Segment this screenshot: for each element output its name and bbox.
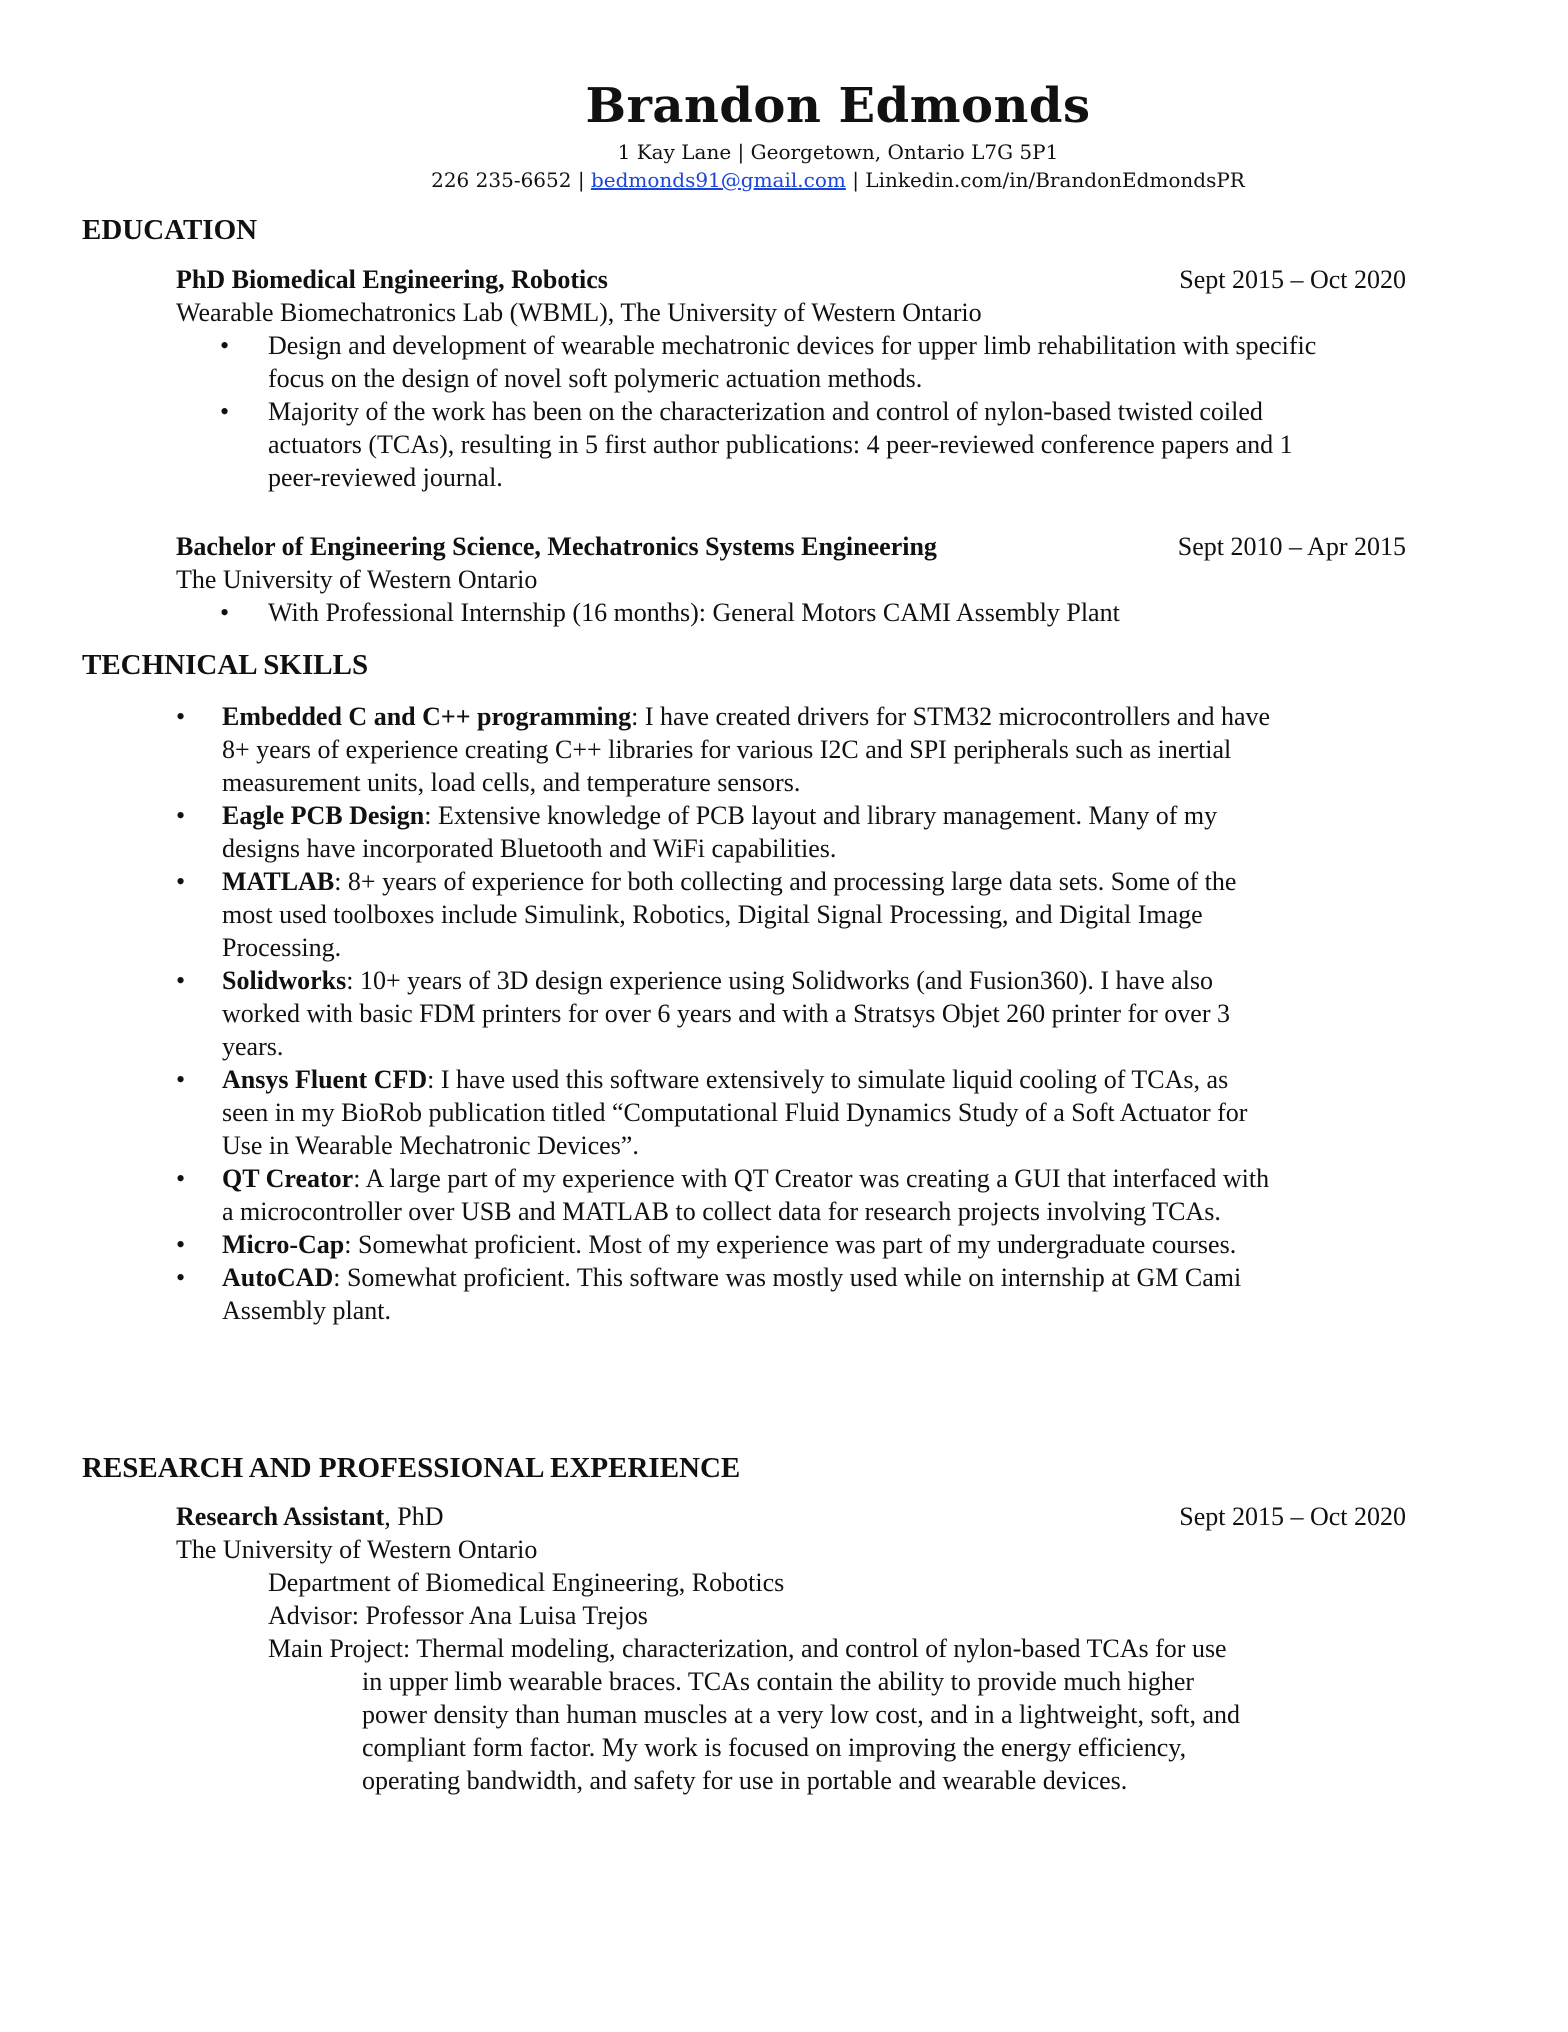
degree-date: Sept 2015 – Oct 2020: [1179, 265, 1406, 294]
degree-title: Bachelor of Engineering Science, Mechatronics Systems Engineering: [176, 532, 937, 561]
resume-header: [0, 74, 1568, 194]
skill-label: Micro-Cap: [222, 1230, 345, 1259]
skill-item: • Embedded C and C++ programming: I have created drivers for STM32 microcontrollers and have 8+ years of experience creating C++ libraries for various I2C and SPI peripherals such as inertial measurement units, load cells, and temperature sensors.: [222, 700, 1272, 799]
employer: The University of Western Ontario: [176, 1535, 538, 1564]
linkedin-url: Linkedin.com/in/BrandonEdmondsPR: [865, 168, 1245, 192]
skill-item: • Solidworks: 10+ years of 3D design experience using Solidworks (and Fusion360). I have also worked with basic FDM printers for over 6 years and with a Stratsys Objet 260 printer for over 3 years.: [222, 964, 1272, 1063]
skill-label: Embedded C and C++ programming: [222, 702, 632, 731]
skill-label: QT Creator: [222, 1164, 354, 1193]
institution: The University of Western Ontario: [176, 565, 538, 594]
job-date: Sept 2015 – Oct 2020: [1179, 1502, 1406, 1531]
skill-label: Eagle PCB Design: [222, 801, 425, 830]
address-line: 1 Kay Lane | Georgetown, Ontario L7G 5P1: [617, 140, 1059, 164]
skill-item: • QT Creator: A large part of my experience with QT Creator was creating a GUI that interfaced with a microcontroller over USB and MATLAB to collect data for research projects involving TCAs.: [222, 1162, 1272, 1228]
phone-number: 226 235-6652: [431, 168, 572, 192]
skill-label: AutoCAD: [222, 1263, 334, 1292]
skill-item: • Ansys Fluent CFD: I have used this software extensively to simulate liquid cooling of TCAs, as seen in my BioRob publication titled “Computational Fluid Dynamics Study of a Soft Actuator for Use in Wearable Mechatronic Devices”.: [222, 1063, 1272, 1162]
degree-date: Sept 2010 – Apr 2015: [1177, 532, 1406, 561]
institution: Wearable Biomechatronics Lab (WBML), The University of Western Ontario: [176, 298, 982, 327]
skill-item: • AutoCAD: Somewhat proficient. This software was mostly used while on internship at GM Cami Assembly plant.: [222, 1261, 1272, 1327]
contact-line: 226 235-6652 | bedmonds91@gmail.com | Linkedin.com/in/BrandonEdmondsPR: [431, 168, 1245, 192]
skill-item: • Micro-Cap: Somewhat proficient. Most of my experience was part of my undergraduate courses.: [222, 1228, 1272, 1261]
skill-label: Solidworks: [222, 966, 347, 995]
candidate-name: Brandon Edmonds: [585, 78, 1091, 134]
list-item: • Majority of the work has been on the characterization and control of nylon-based twisted coiled actuators (TCAs), resulting in 5 first author publications: 4 peer-reviewed conference papers and 1 peer-reviewed journal.: [176, 395, 1348, 494]
skills-list: [222, 700, 1272, 1327]
job-title: Research Assistant: [176, 1502, 385, 1531]
skill-item: • Eagle PCB Design: Extensive knowledge of PCB layout and library management. Many of my designs have incorporated Bluetooth and WiFi capabilities.: [222, 799, 1272, 865]
degree-title: PhD Biomedical Engineering, Robotics: [176, 265, 608, 294]
advisor: Advisor: Professor Ana Luisa Trejos: [268, 1601, 648, 1630]
education-entry-bachelor: [176, 530, 1406, 629]
list-item: • Design and development of wearable mechatronic devices for upper limb rehabilitation with specific focus on the design of novel soft polymeric actuation methods.: [176, 329, 1348, 395]
skill-label: MATLAB: [222, 867, 335, 896]
skill-label: Ansys Fluent CFD: [222, 1065, 428, 1094]
email-link[interactable]: bedmonds91@gmail.com: [590, 168, 846, 192]
skills-heading: TECHNICAL SKILLS: [82, 649, 369, 681]
education-heading: EDUCATION: [82, 214, 258, 246]
experience-heading: RESEARCH AND PROFESSIONAL EXPERIENCE: [82, 1452, 741, 1484]
skill-item: • MATLAB: 8+ years of experience for both collecting and processing large data sets. Some of the most used toolboxes include Simulink, Robotics, Digital Signal Processing, and Digital Image Processing.: [222, 865, 1272, 964]
list-item: • With Professional Internship (16 months): General Motors CAMI Assembly Plant: [176, 596, 1348, 629]
education-entry-phd: [176, 263, 1406, 494]
main-project: Main Project: Thermal modeling, characterization, and control of nylon-based TCAs for use in upper limb wearable braces. TCAs contain the ability to provide much higher power density than human muscles at a very low cost, and in a lightweight, soft, and compliant form factor. My work is focused on improving the energy efficiency, operating bandwidth, and safety for use in portable and wearable devices.: [268, 1634, 1241, 1795]
experience-entry: Research Assistant, PhD Sept 2015 – Oct 2020 The University of Western Ontario Department of Biomedical Engineering, Robotics Advisor: Professor Ana Luisa Trejos Main Project: Thermal modeling, characterization, and control of nylon-based TCAs for use in upper limb wearable braces. TCAs contain the ability to provide much higher power density than human muscles at a very low cost, and in a lightweight, soft, and compliant form factor. My work is focused on improving the energy efficiency, operating bandwidth, and safety for use in portable and wearable devices.: [176, 1502, 1406, 1795]
department: Department of Biomedical Engineering, Robotics: [268, 1568, 785, 1597]
